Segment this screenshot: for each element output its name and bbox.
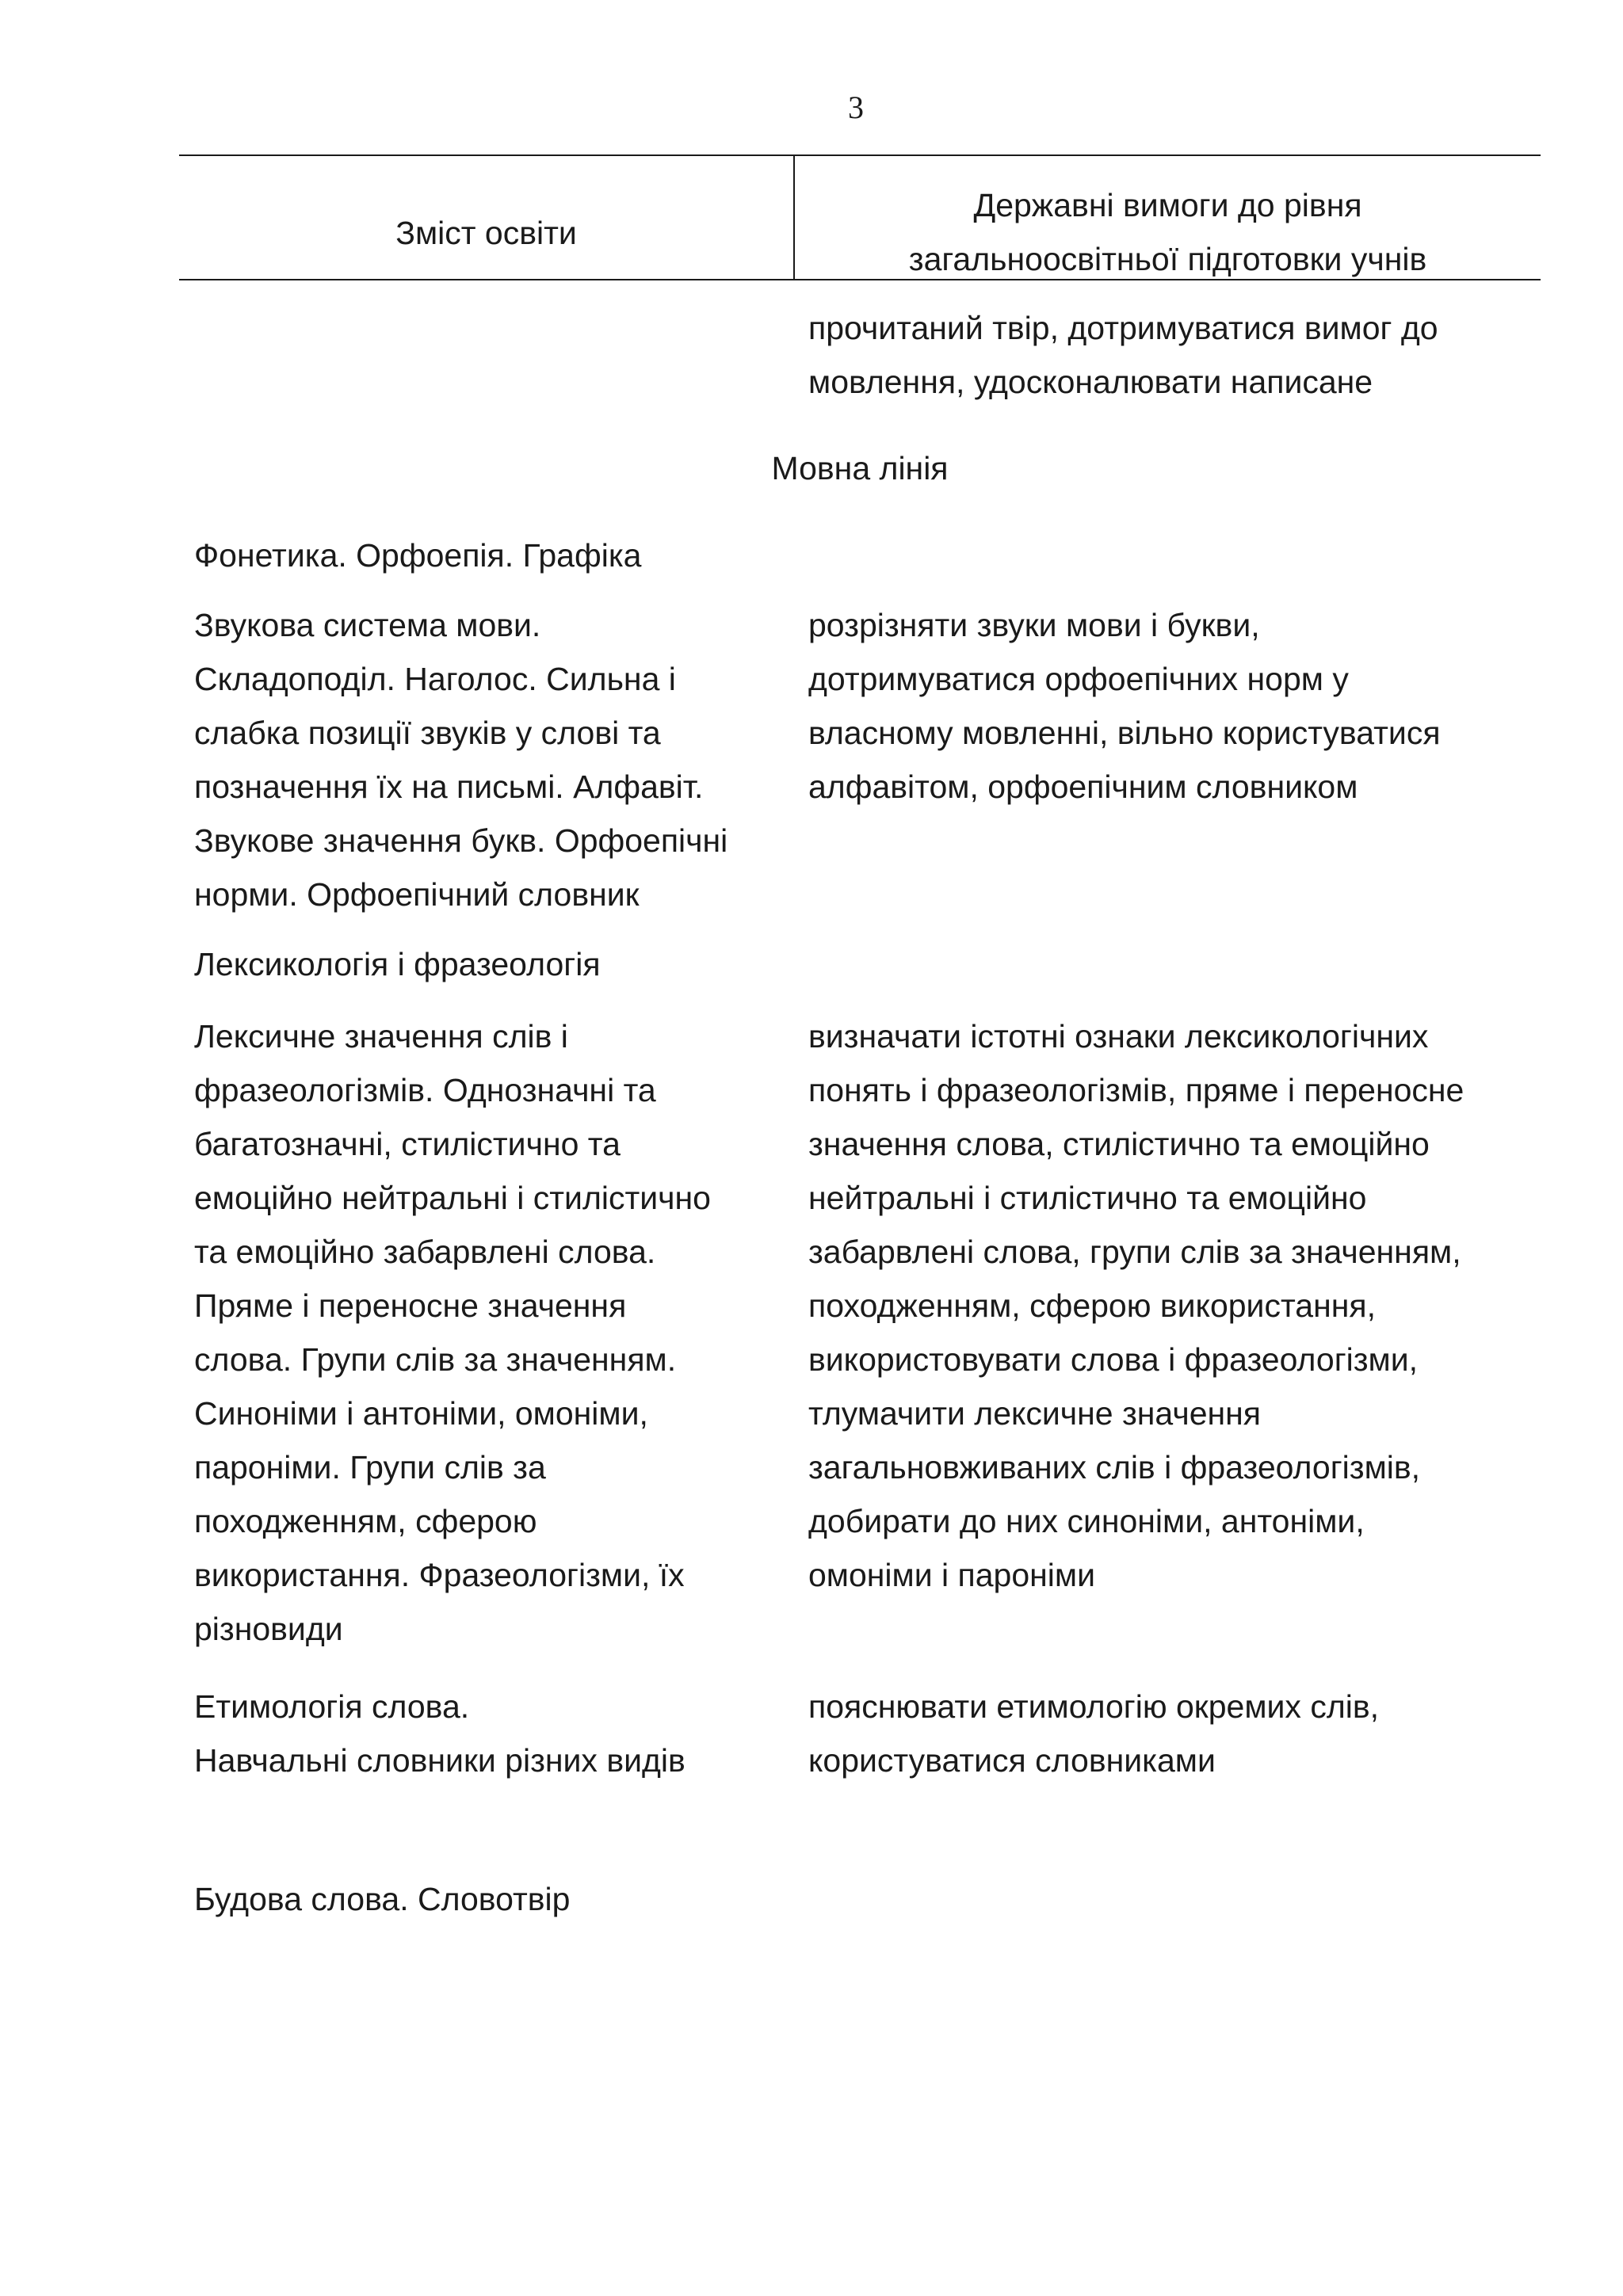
text-line: алфавітом, орфоепічним словником — [808, 769, 1358, 805]
text-line: нейтральні і стилістично та емоційно — [808, 1180, 1367, 1216]
text-line: використовувати слова і фразеологізми, — [808, 1341, 1419, 1378]
text-line: понять і фразеологізмів, пряме і переносне — [808, 1072, 1465, 1108]
text-line: фразеологізмів. Однозначні та — [194, 1072, 656, 1108]
text-line: значення слова, стилістично та емоційно — [808, 1126, 1430, 1162]
phonetics-content — [194, 598, 781, 921]
text-line: слова. Групи слів за значенням. — [194, 1341, 677, 1378]
etymology-requirements — [808, 1680, 1537, 1787]
text-line: використання. Фразеологізми, їх — [194, 1557, 685, 1593]
text-line: розрізняти звуки мови і букви, — [808, 607, 1260, 643]
text-line: добирати до них синоніми, антоніми, — [808, 1503, 1365, 1539]
text-line: багатозначні, стилістично та — [194, 1126, 621, 1162]
text-line: походженням, сферою використання, — [808, 1287, 1376, 1324]
text-line: мовлення, удосконалювати написане — [808, 364, 1373, 400]
text-line: пояснювати етимологію окремих слів, — [808, 1688, 1380, 1725]
phonetics-requirements — [808, 598, 1537, 814]
text-line: походженням, сферою — [194, 1503, 537, 1539]
text-line: різновиди — [194, 1611, 343, 1647]
text-line: Пряме і переносне значення — [194, 1287, 627, 1324]
page-number: 3 — [848, 90, 864, 125]
text-line: Лексичне значення слів і — [194, 1018, 568, 1055]
text-line: Навчальні словники різних видів — [194, 1742, 685, 1779]
text-line: омоніми і пароніми — [808, 1557, 1095, 1593]
text-line: забарвлені слова, групи слів за значенням, — [808, 1234, 1461, 1270]
lexicology-requirements — [808, 1009, 1537, 1602]
topic-heading-lexicology: Лексикологія і фразеологія — [194, 946, 601, 982]
text-line: слабка позиції звуків у слові та — [194, 715, 661, 751]
text-line: Звукове значення букв. Орфоепічні — [194, 822, 728, 859]
text-line: Етимологія слова. — [194, 1688, 470, 1725]
text-line: емоційно нейтральні і стилістично — [194, 1180, 711, 1216]
table-top-rule — [179, 154, 1541, 156]
text-line: прочитаний твір, дотримуватися вимог до — [808, 310, 1438, 346]
header-state-requirements — [795, 178, 1541, 286]
text-line: Складоподіл. Наголос. Сильна і — [194, 661, 676, 697]
topic-heading-phonetics: Фонетика. Орфоепія. Графіка — [194, 537, 642, 574]
text-line: та емоційно забарвлені слова. — [194, 1234, 656, 1270]
text-line: власному мовленні, вільно користуватися — [808, 715, 1441, 751]
continuation-requirements — [808, 301, 1537, 409]
header-content-of-education: Зміст освіти — [395, 215, 577, 251]
text-line: норми. Орфоепічний словник — [194, 876, 640, 913]
text-line: користуватися словниками — [808, 1742, 1216, 1779]
lexicology-content — [194, 1009, 781, 1656]
text-line: тлумачити лексичне значення — [808, 1395, 1261, 1432]
header-line: загальноосвітньої підготовки учнів — [908, 241, 1427, 277]
text-line: Синоніми і антоніми, омоніми, — [194, 1395, 648, 1432]
text-line: дотримуватися орфоепічних норм у — [808, 661, 1349, 697]
header-line: Державні вимоги до рівня — [973, 187, 1362, 223]
text-line: загальновживаних слів і фразеологізмів, — [808, 1449, 1421, 1486]
etymology-content — [194, 1680, 781, 1787]
text-line: визначати істотні ознаки лексикологічних — [808, 1018, 1429, 1055]
section-title: Мовна лінія — [771, 450, 949, 486]
topic-heading-word-formation: Будова слова. Словотвір — [194, 1881, 571, 1917]
text-line: Звукова система мови. — [194, 607, 541, 643]
text-line: позначення їх на письмі. Алфавіт. — [194, 769, 704, 805]
text-line: пароніми. Групи слів за — [194, 1449, 546, 1486]
